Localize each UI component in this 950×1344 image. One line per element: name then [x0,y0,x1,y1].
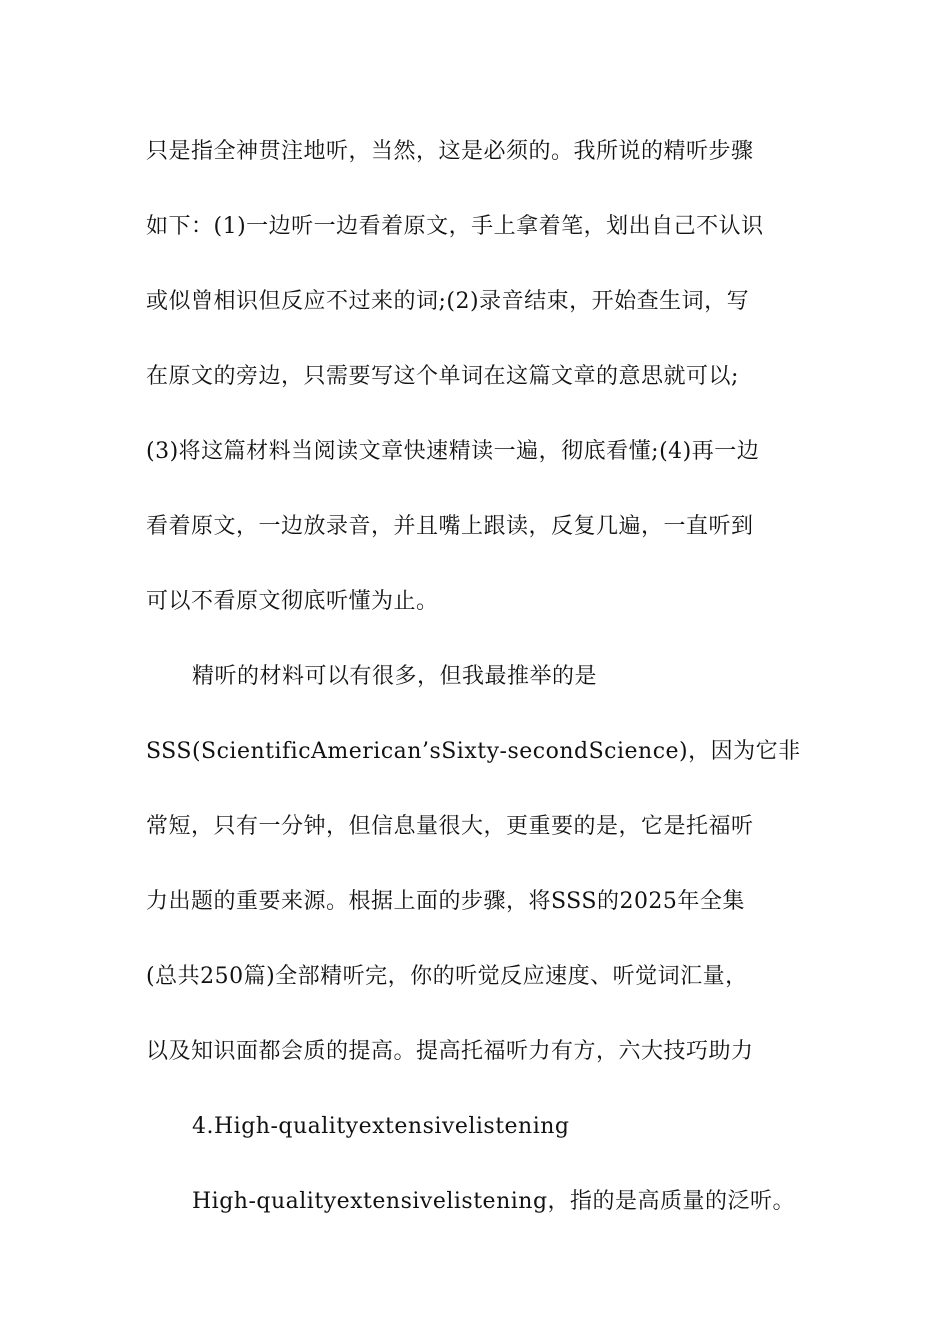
paragraph-line: (3)将这篇材料当阅读文章快速精读一遍，彻底看懂;(4)再一边 [146,439,760,464]
section-heading: 4.High-qualityextensivelistening [192,1114,570,1139]
paragraph-line: High-qualityextensivelistening，指的是高质量的泛听。 [192,1189,796,1214]
paragraph-line: 以及知识面都会质的提高。提高托福听力有方，六大技巧助力 [146,1039,754,1064]
paragraph-line: 精听的材料可以有很多，但我最推举的是 [192,664,598,689]
paragraph-line: 只是指全神贯注地听，当然，这是必须的。我所说的精听步骤 [146,139,754,164]
paragraph-line: 看着原文，一边放录音，并且嘴上跟读，反复几遍，一直听到 [146,514,754,539]
paragraph-line: (总共250篇)全部精听完，你的听觉反应速度、听觉词汇量， [146,964,748,989]
paragraph-line: 力出题的重要来源。根据上面的步骤，将SSS的2025年全集 [146,889,745,914]
paragraph-line: 如下：(1)一边听一边看着原文，手上拿着笔，划出自己不认识 [146,214,764,239]
paragraph-line: 常短，只有一分钟，但信息量很大，更重要的是，它是托福听 [146,814,754,839]
paragraph-line: SSS(ScientificAmerican’sSixty-secondScience)，因为它非 [146,739,801,764]
paragraph-line: 可以不看原文彻底听懂为止。 [146,589,439,614]
paragraph-line: 或似曾相识但反应不过来的词;(2)录音结束，开始查生词，写 [146,289,750,314]
paragraph-line: 在原文的旁边，只需要写这个单词在这篇文章的意思就可以; [146,364,739,389]
